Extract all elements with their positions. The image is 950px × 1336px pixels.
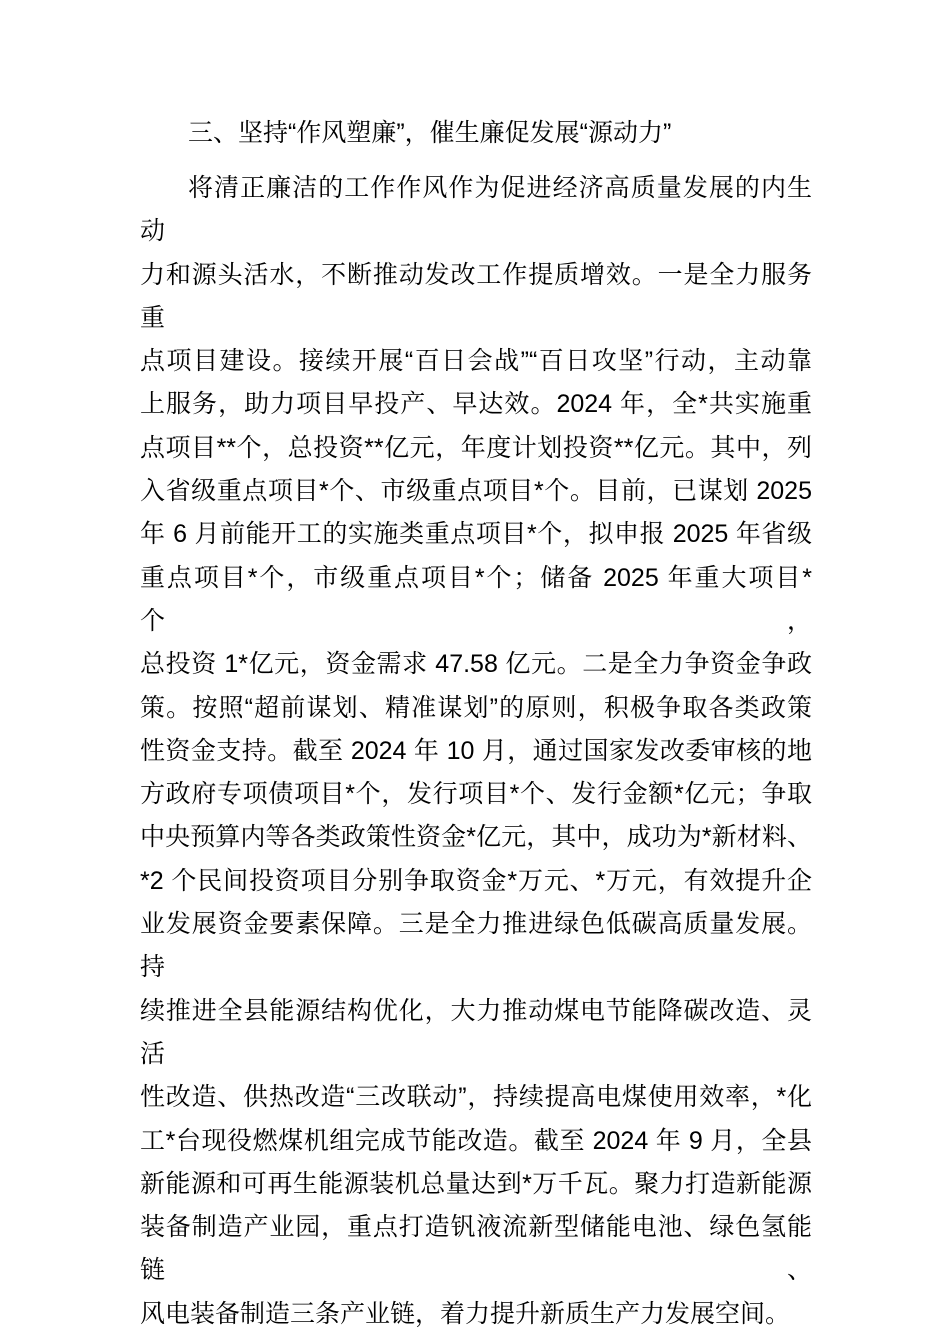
paragraph-line: 策。按照“超前谋划、精准谋划”的原则，积极争取各类政策	[140, 693, 812, 722]
paragraph-line: 入省级重点项目*个、市级重点项目*个。目前，已谋划 2025	[140, 477, 812, 506]
paragraph-line: 风电装备制造三条产业链，着力提升新质生产力发展空间。	[140, 1299, 791, 1328]
paragraph-line: 性资金支持。截至 2024 年 10 月，通过国家发改委审核的地	[140, 736, 812, 765]
paragraph-line: 将清正廉洁的工作作风作为促进经济高质量发展的内生动	[140, 174, 812, 246]
paragraph-line: 新能源和可再生能源装机总量达到*万千瓦。聚力打造新能源	[140, 1169, 812, 1198]
paragraph-line: 方政府专项债项目*个，发行项目*个、发行金额*亿元；争取	[140, 780, 812, 809]
paragraph-line: 中央预算内等各类政策性资金*亿元，其中，成功为*新材料、	[140, 823, 812, 852]
paragraph-line: 工*台现役燃煤机组完成节能改造。截至 2024 年 9 月，全县	[140, 1126, 812, 1155]
paragraph-line: 性改造、供热改造“三改联动”，持续提高电煤使用效率，*化	[140, 1083, 812, 1112]
paragraph-line: 续推进全县能源结构优化，大力推动煤电节能降碳改造、灵活	[140, 996, 812, 1068]
paragraph-line: 点项目建设。接续开展“百日会战”“百日攻坚”行动，主动靠	[140, 347, 812, 376]
paragraph-line: *2 个民间投资项目分别争取资金*万元、*万元，有效提升企	[140, 866, 812, 895]
paragraph-line: 点项目**个，总投资**亿元，年度计划投资**亿元。其中，列	[140, 433, 812, 462]
body-paragraph	[140, 167, 812, 1336]
paragraph-line: 年 6 月前能开工的实施类重点项目*个，拟申报 2025 年省级	[140, 520, 812, 549]
paragraph-line: 上服务，助力项目早投产、早达效。2024 年，全*共实施重	[140, 390, 812, 419]
paragraph-line: 力和源头活水，不断推动发改工作提质增效。一是全力服务重	[140, 260, 812, 332]
paragraph-line: 重点项目*个，市级重点项目*个；储备 2025 年重大项目*个，	[140, 563, 812, 635]
paragraph-line: 业发展资金要素保障。三是全力推进绿色低碳高质量发展。持	[140, 910, 812, 982]
section-heading: 三、坚持“作风塑廉”，催生廉促发展“源动力”	[188, 119, 672, 147]
paragraph-line: 装备制造产业园，重点打造钒液流新型储能电池、绿色氢能链、	[140, 1213, 812, 1285]
paragraph-line: 总投资 1*亿元，资金需求 47.58 亿元。二是全力争资金争政	[140, 650, 812, 679]
